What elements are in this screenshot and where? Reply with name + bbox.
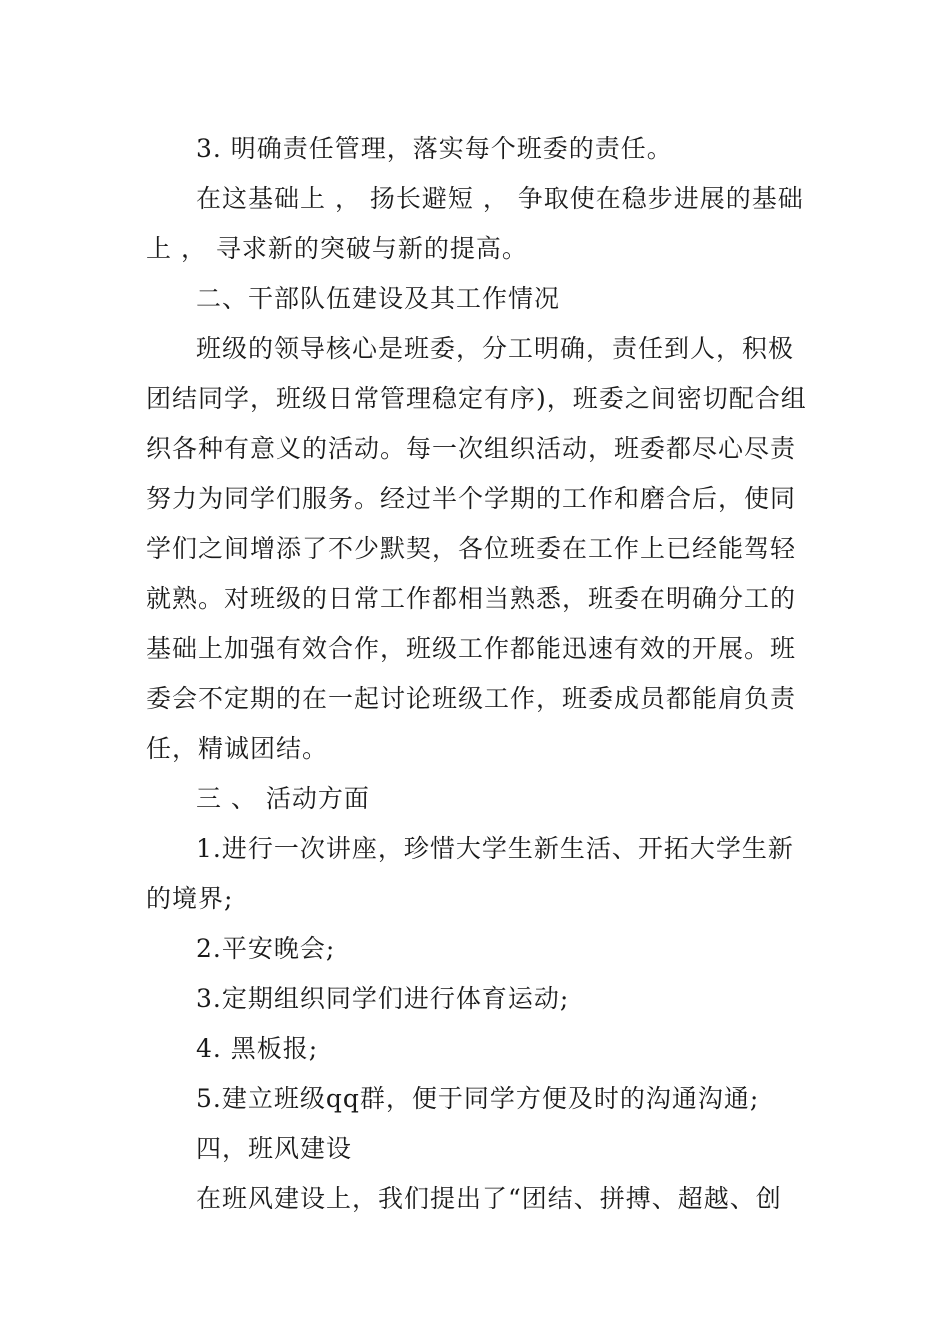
text-line: 就熟。对班级的日常工作都相当熟悉，班委在明确分工的: [146, 584, 797, 613]
text-line: 上 ， 寻求新的突破与新的提高。: [146, 234, 528, 263]
section-heading: 三 、 活动方面: [196, 784, 370, 813]
text-line: 织各种有意义的活动。每一次组织活动，班委都尽心尽责: [146, 434, 797, 463]
text-line: 在班风建设上，我们提出了“团结、拼搏、超越、创: [196, 1184, 782, 1213]
section-heading: 四，班风建设: [196, 1134, 353, 1163]
list-item: 1.进行一次讲座，珍惜大学生新生活、开拓大学生新: [196, 834, 794, 863]
text-line: 学们之间增添了不少默契，各位班委在工作上已经能驾轻: [146, 534, 797, 563]
text-line: 的境界;: [146, 884, 234, 913]
list-item: 5.建立班级qq群，便于同学方便及时的沟通沟通;: [196, 1084, 760, 1113]
text-line: 基础上加强有效合作，班级工作都能迅速有效的开展。班: [146, 634, 797, 663]
list-item: 3.定期组织同学们进行体育运动;: [196, 984, 570, 1013]
list-item: 4. 黑板报;: [196, 1034, 319, 1063]
section-heading: 二、干部队伍建设及其工作情况: [196, 284, 561, 313]
text-line: 努力为同学们服务。经过半个学期的工作和磨合后，使同: [146, 484, 797, 513]
text-line: 3. 明确责任管理，落实每个班委的责任。: [196, 134, 673, 163]
text-line: 班级的领导核心是班委，分工明确，责任到人，积极: [196, 334, 795, 363]
text-line: 在这基础上 ， 扬长避短 ， 争取使在稳步进展的基础: [196, 184, 804, 213]
text-line: 委会不定期的在一起讨论班级工作，班委成员都能肩负责: [146, 684, 797, 713]
text-line: 团结同学，班级日常管理稳定有序)，班委之间密切配合组: [146, 384, 807, 413]
list-item: 2.平安晚会;: [196, 934, 336, 963]
text-line: 任，精诚团结。: [146, 734, 329, 763]
